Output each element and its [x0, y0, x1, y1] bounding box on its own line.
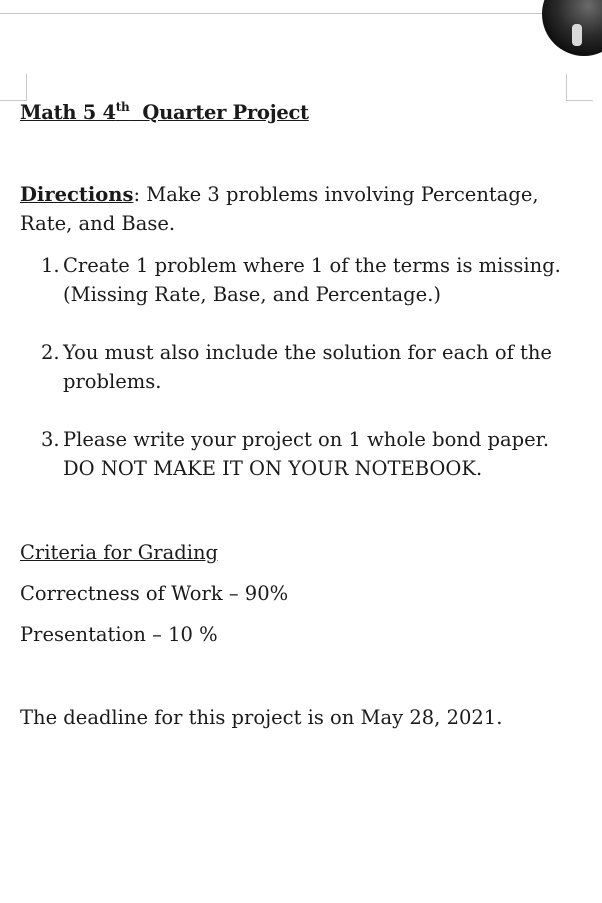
right-margin-corner-mark — [566, 74, 593, 101]
list-item — [41, 338, 580, 396]
criteria-heading: Criteria for Grading — [20, 541, 218, 564]
directions-label: Directions — [20, 183, 134, 206]
list-item — [41, 251, 580, 309]
list-item — [41, 425, 580, 483]
list-item-number: 3. — [41, 428, 60, 451]
page-top-border — [0, 13, 560, 14]
document-body — [20, 98, 580, 732]
list-item-number: 2. — [41, 341, 60, 364]
list-item-text: Create 1 problem where 1 of the terms is missing. (Missing Rate, Base, and Percentage.) — [63, 254, 561, 306]
criteria-correctness: Correctness of Work – 90% — [20, 582, 289, 605]
instructions-list — [20, 251, 580, 483]
directions-text: : Make 3 problems involving Percentage, Rate, and Base. — [20, 183, 539, 235]
document-title — [20, 98, 580, 128]
deadline-text: The deadline for this project is on May 28, 2021. — [20, 706, 503, 729]
title-suffix: Quarter Project — [129, 101, 309, 124]
list-item-number: 1. — [41, 254, 60, 277]
criteria-presentation: Presentation – 10 % — [20, 623, 218, 646]
title-superscript: th — [115, 100, 130, 114]
directions-paragraph — [20, 180, 580, 238]
avatar-highlight — [572, 24, 582, 46]
avatar[interactable] — [542, 0, 602, 56]
list-item-text: Please write your project on 1 whole bond paper. DO NOT MAKE IT ON YOUR NOTEBOOK. — [63, 428, 550, 480]
title-text: Math 5 4 — [20, 101, 116, 124]
left-margin-corner-mark — [0, 74, 27, 101]
list-item-text: You must also include the solution for each of the problems. — [63, 341, 552, 393]
